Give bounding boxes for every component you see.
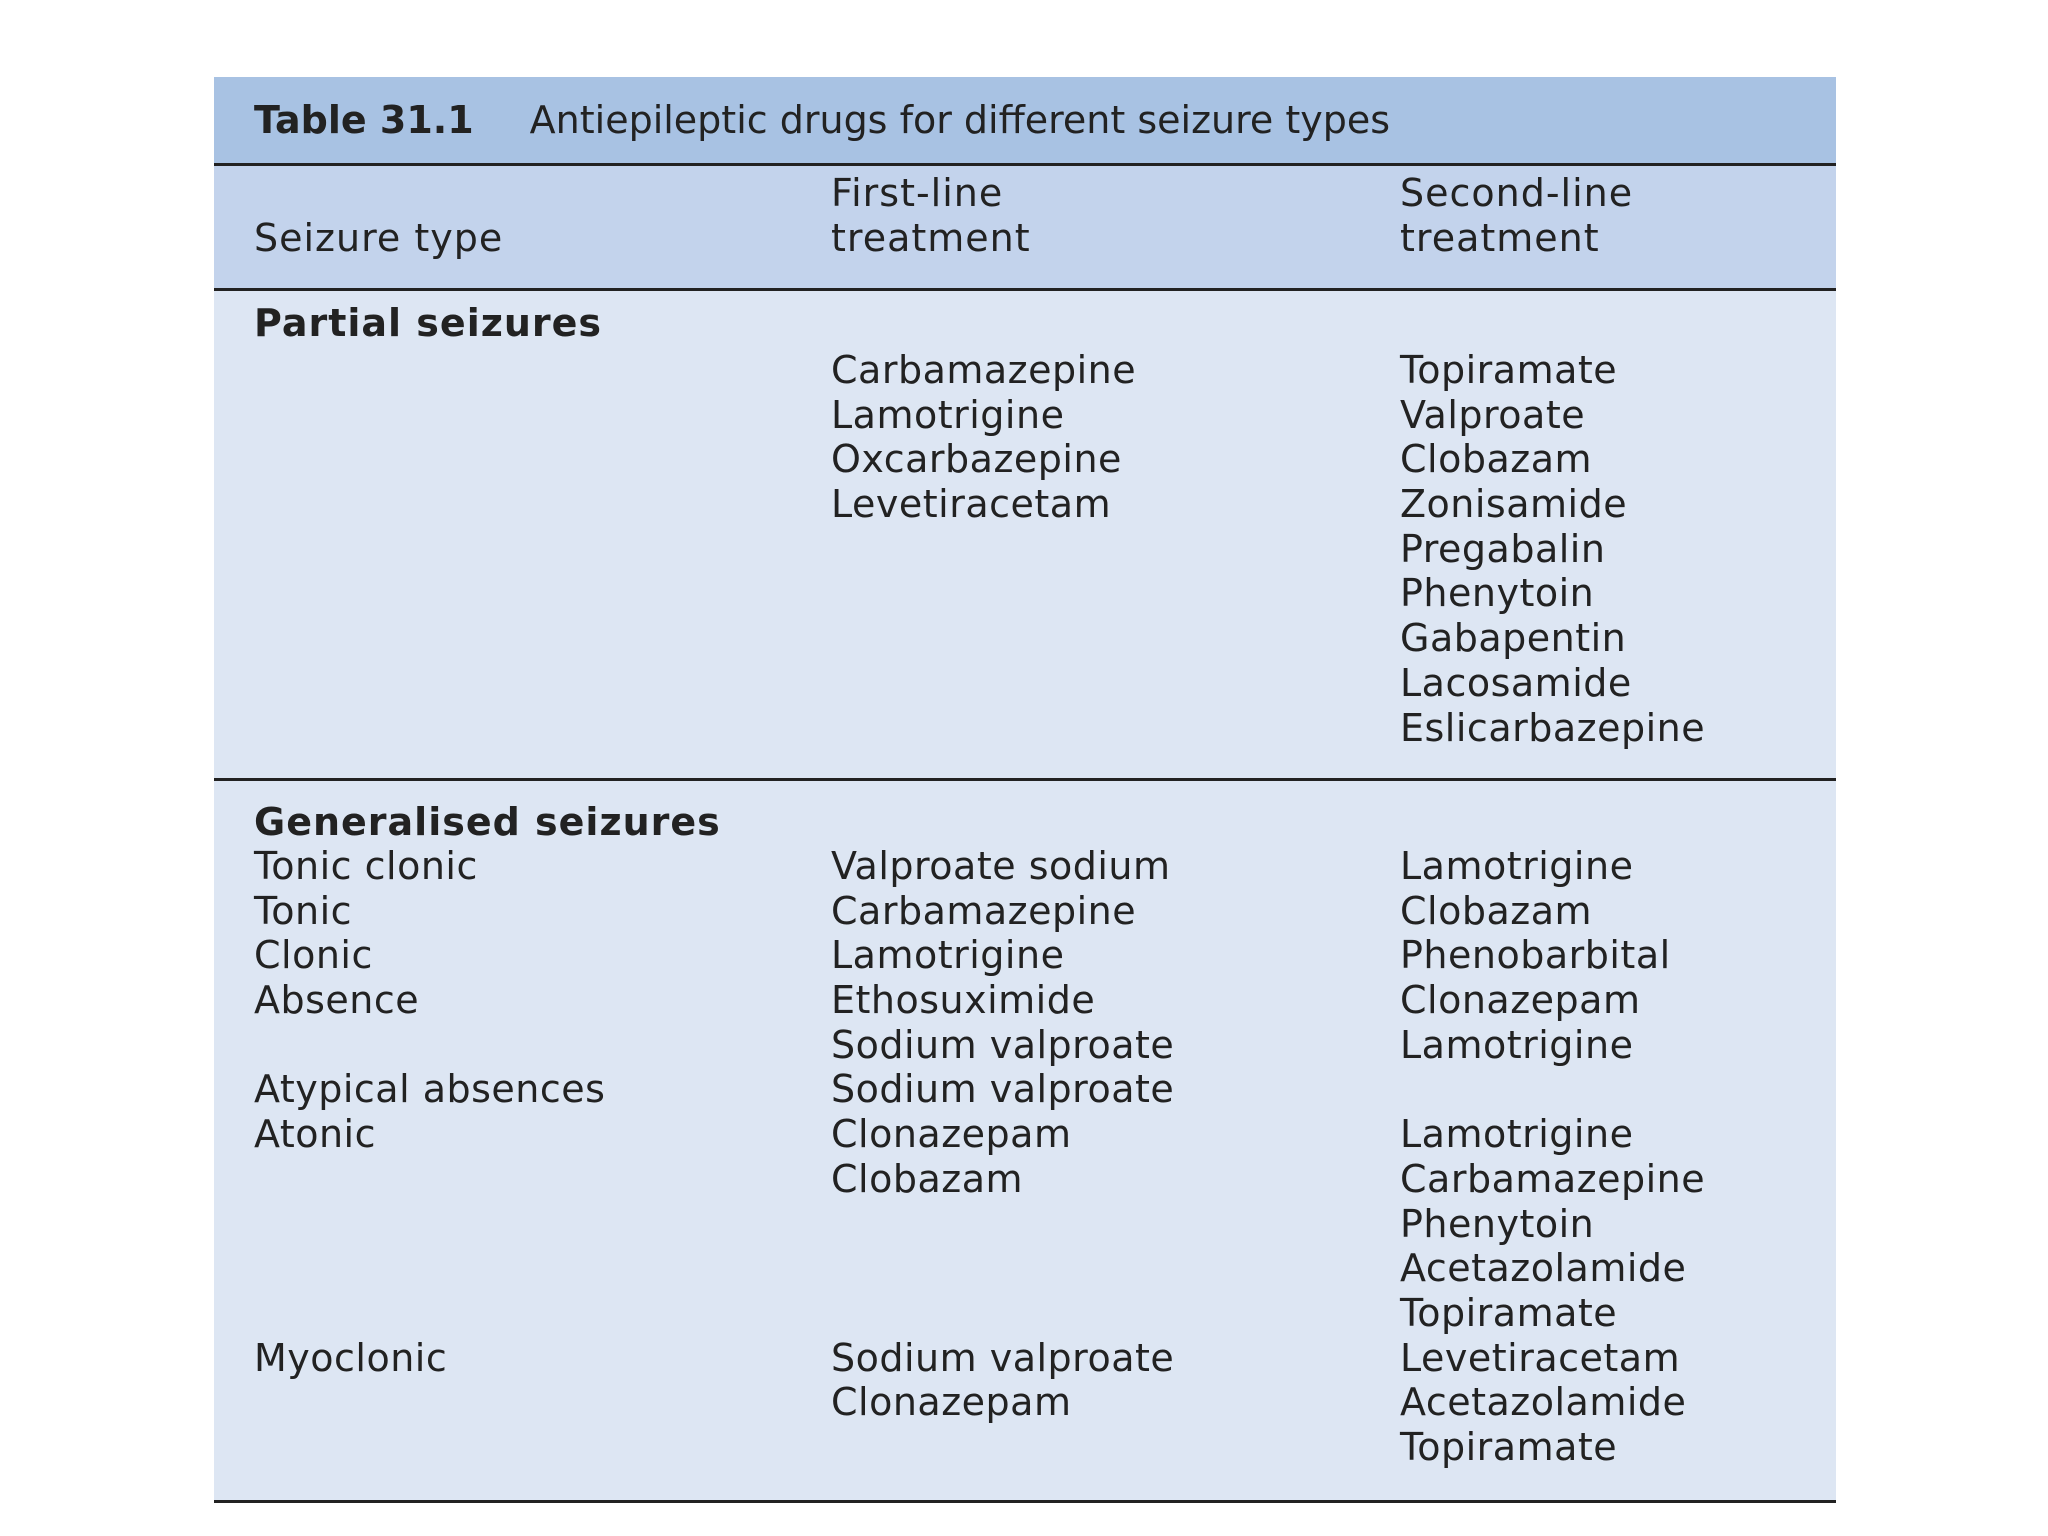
drug-name: Phenytoin bbox=[1400, 1201, 1595, 1246]
header-first-line bbox=[831, 171, 1031, 260]
drug-name: Pregabalin bbox=[1400, 526, 1606, 571]
drug-name: Clonazepam bbox=[1400, 978, 1641, 1023]
drug-name: Carbamazepine bbox=[831, 888, 1137, 933]
drug-name: Oxcarbazepine bbox=[831, 437, 1122, 482]
table-title-bar bbox=[214, 77, 1836, 163]
generalised-seizures-title: Generalised seizures bbox=[254, 800, 721, 844]
generalised-second-line-list bbox=[1400, 844, 1705, 1470]
header-row bbox=[214, 166, 1836, 288]
bottom-rule bbox=[214, 1500, 1836, 1503]
drug-name bbox=[831, 1291, 1174, 1336]
header-second-line-1: Second-line bbox=[1400, 171, 1634, 215]
drug-name bbox=[831, 1202, 1174, 1247]
partial-first-line-list bbox=[831, 348, 1136, 527]
header-first-line-1: First-line bbox=[831, 171, 1004, 215]
drug-name: Carbamazepine bbox=[831, 348, 1137, 392]
header-second-line-2: treatment bbox=[1400, 215, 1600, 260]
seizure-type bbox=[254, 1380, 605, 1425]
header-first-line-2: treatment bbox=[831, 215, 1031, 260]
drug-name: Clobazam bbox=[831, 1156, 1023, 1201]
drug-name: Lamotrigine bbox=[1400, 1022, 1634, 1067]
drug-name: Topiramate bbox=[1400, 348, 1618, 392]
drug-name bbox=[1400, 1067, 1705, 1112]
header-second-line bbox=[1400, 171, 1633, 260]
drug-name: Sodium valproate bbox=[831, 1022, 1175, 1067]
drug-name: Lamotrigine bbox=[1400, 844, 1634, 888]
seizure-type bbox=[254, 1157, 605, 1202]
seizure-type: Absence bbox=[254, 978, 420, 1023]
drug-name: Sodium valproate bbox=[831, 1067, 1175, 1112]
drug-name: Acetazolamide bbox=[1400, 1380, 1687, 1425]
drug-name bbox=[831, 1425, 1174, 1470]
drug-name: Phenobarbital bbox=[1400, 933, 1671, 978]
drug-name: Levetiracetam bbox=[1400, 1335, 1681, 1380]
seizure-type: Atypical absences bbox=[254, 1067, 606, 1112]
drug-name: Lamotrigine bbox=[1400, 1112, 1634, 1157]
drug-name: Lacosamide bbox=[1400, 660, 1632, 705]
drug-name: Gabapentin bbox=[1400, 616, 1627, 661]
table-number: Table 31.1 bbox=[254, 98, 474, 142]
drug-name: Clobazam bbox=[1400, 437, 1592, 482]
drug-table bbox=[214, 77, 1836, 1503]
drug-name: Lamotrigine bbox=[831, 933, 1065, 978]
seizure-type: Atonic bbox=[254, 1112, 377, 1157]
partial-seizures-section bbox=[214, 291, 1836, 778]
seizure-type bbox=[254, 1291, 605, 1336]
seizure-type: Tonic bbox=[254, 888, 353, 933]
drug-name: Valproate sodium bbox=[831, 844, 1171, 888]
drug-name bbox=[831, 1246, 1174, 1291]
seizure-type bbox=[254, 1425, 605, 1470]
partial-seizures-title: Partial seizures bbox=[254, 301, 603, 345]
drug-name: Eslicarbazepine bbox=[1400, 705, 1706, 750]
seizure-type: Tonic clonic bbox=[254, 844, 478, 888]
drug-name: Zonisamide bbox=[1400, 482, 1628, 527]
drug-name: Clonazepam bbox=[831, 1112, 1072, 1157]
drug-name: Lamotrigine bbox=[831, 392, 1065, 437]
seizure-type: Myoclonic bbox=[254, 1335, 448, 1380]
drug-name: Phenytoin bbox=[1400, 571, 1595, 616]
seizure-type bbox=[254, 1202, 605, 1247]
drug-name: Levetiracetam bbox=[831, 482, 1112, 527]
drug-name: Topiramate bbox=[1400, 1424, 1618, 1469]
drug-name: Carbamazepine bbox=[1400, 1156, 1706, 1201]
header-seizure-type: Seizure type bbox=[254, 216, 504, 260]
drug-name: Topiramate bbox=[1400, 1290, 1618, 1335]
drug-name: Clonazepam bbox=[831, 1380, 1072, 1425]
generalised-first-line-list bbox=[831, 844, 1174, 1470]
seizure-type: Clonic bbox=[254, 933, 373, 978]
drug-name: Clobazam bbox=[1400, 888, 1592, 933]
partial-second-line-list bbox=[1400, 348, 1705, 750]
drug-name: Ethosuximide bbox=[831, 978, 1096, 1023]
generalised-seizures-section bbox=[214, 781, 1836, 1500]
generalised-seizure-types-list bbox=[254, 844, 605, 1470]
drug-name: Acetazolamide bbox=[1400, 1246, 1687, 1291]
seizure-type bbox=[254, 1246, 605, 1291]
drug-name: Sodium valproate bbox=[831, 1335, 1175, 1380]
seizure-type bbox=[254, 1023, 605, 1068]
table-title: Antiepileptic drugs for different seizure types bbox=[529, 98, 1391, 142]
drug-name: Valproate bbox=[1400, 392, 1586, 437]
